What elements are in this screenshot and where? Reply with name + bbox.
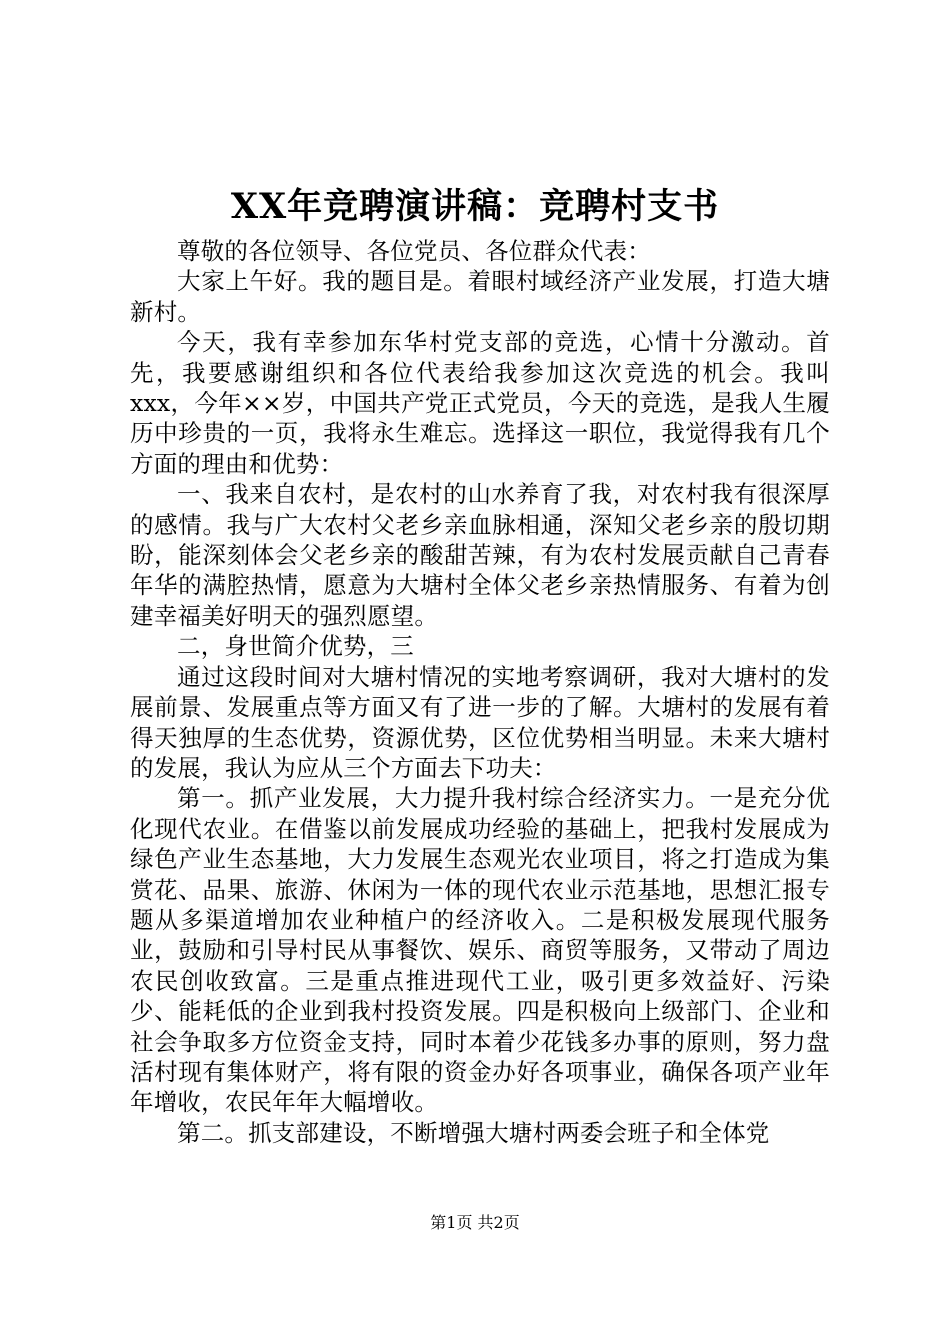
document-title: XX年竞聘演讲稿：竞聘村支书 <box>230 186 720 227</box>
paragraph-greeting: 大家上午好。我的题目是。着眼村域经济产业发展，打造大塘新村。 <box>130 267 830 326</box>
page-number-footer: 第1页 共2页 <box>430 1213 520 1232</box>
paragraph-investigation: 通过这段时间对大塘村情况的实地考察调研，我对大塘村的发展前景、发展重点等方面又有了进一步的了解。大塘村的发展有着得天独厚的生态优势，资源优势，区位优势相当明显。未来大塘村的发展，我认为应从三个方面去下功夫： <box>130 662 830 782</box>
paragraph-point-two: 第二。抓支部建设，不断增强大塘村两委会班子和全体党 <box>177 1118 770 1147</box>
paragraph-introduction: 今天，我有幸参加东华村党支部的竞选，心情十分激动。首先，我要感谢组织和各位代表给我参加这次竞选的机会。我叫xxx，今年××岁，中国共产党正式党员，今天的竞选，是我人生履历中珍贵的一页，我将永生难忘。选择这一职位，我觉得我有几个方面的理由和优势： <box>130 328 830 478</box>
paragraph-salutation: 尊敬的各位领导、各位党员、各位群众代表： <box>177 237 651 265</box>
paragraph-reason-one: 一、我来自农村，是农村的山水养育了我，对农村我有很深厚的感情。我与广大农村父老乡亲血脉相通，深知父老乡亲的殷切期盼，能深刻体会父老乡亲的酸甜苦辣，有为农村发展贡献自己青春年华的满腔热情，愿意为大塘村全体父老乡亲热情服务、有着为创建幸福美好明天的强烈愿望。 <box>130 480 830 630</box>
paragraph-point-one: 第一。抓产业发展，大力提升我村综合经济实力。一是充分优化现代农业。在借鉴以前发展成功经验的基础上，把我村发展成为绿色产业生态基地，大力发展生态观光农业项目，将之打造成为集赏花、品果、旅游、休闲为一体的现代农业示范基地，思想汇报专题从多渠道增加农业种植户的经济收入。二是积极发展现代服务业，鼓励和引导村民从事餐饮、娱乐、商贸等服务，又带动了周边农民创收致富。三是重点推进现代工业，吸引更多效益好、污染少、能耗低的企业到我村投资发展。四是积极向上级部门、企业和社会争取多方位资金支持，同时本着少花钱多办事的原则，努力盘活村现有集体财产，将有限的资金办好各项事业，确保各项产业年年增收，农民年年大幅增收。 <box>130 784 830 1117</box>
document-body <box>130 236 830 1148</box>
paragraph-reason-two: 二，身世简介优势，三 <box>177 632 414 661</box>
